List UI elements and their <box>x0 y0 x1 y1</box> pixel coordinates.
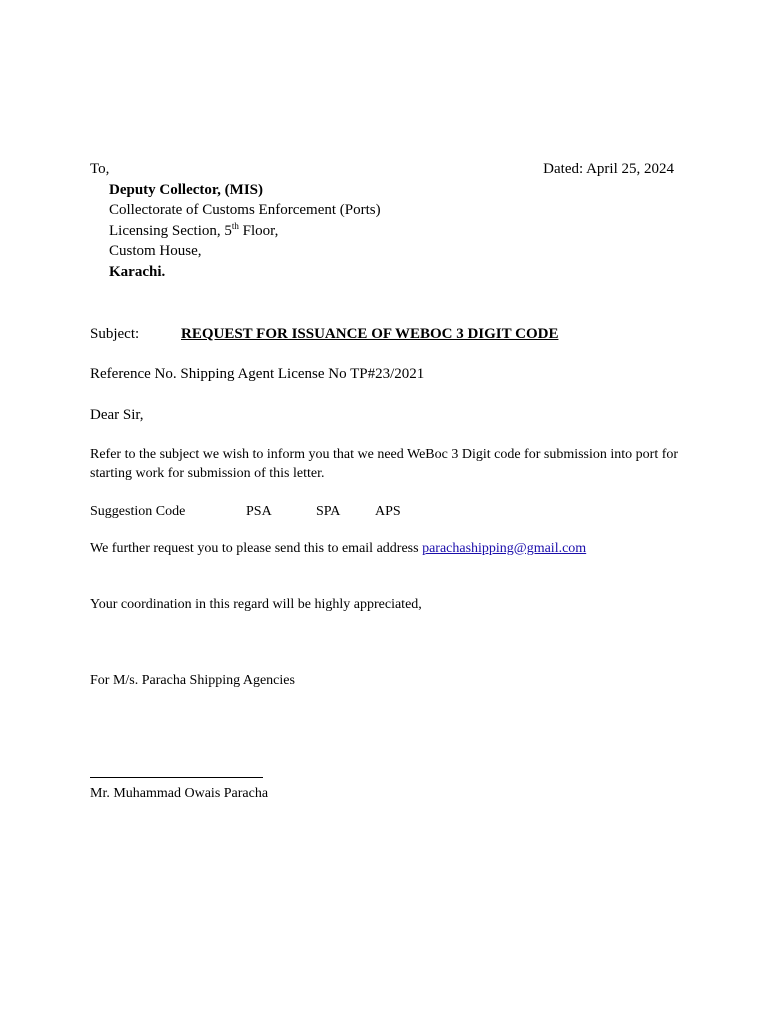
letter-date: Dated: April 25, 2024 <box>543 161 674 177</box>
recipient-line2-post: Floor, <box>238 223 279 239</box>
for-company: For M/s. Paracha Shipping Agencies <box>90 673 295 688</box>
email-request-text: We further request you to please send this to email address <box>90 541 423 556</box>
body-paragraph: Refer to the subject we wish to inform you that we need WeBoc 3 Digit code for submission into port for starting work for submission of this letter. <box>90 447 679 481</box>
signature-line <box>90 777 263 778</box>
recipient-line2-pre: Licensing Section, 5 <box>109 223 232 239</box>
recipient-title: Deputy Collector, (MIS) <box>109 182 264 198</box>
recipient-city: Karachi. <box>109 264 166 280</box>
closing-line: Your coordination in this regard will be highly appreciated, <box>90 597 422 612</box>
email-link[interactable]: parachashipping@gmail.com <box>422 541 587 556</box>
suggestion-code-spa: SPA <box>316 504 341 519</box>
recipient-line2-sup: th <box>231 221 239 231</box>
suggestion-code-psa: PSA <box>246 504 272 519</box>
email-request-line <box>90 539 586 558</box>
recipient-line1: Collectorate of Customs Enforcement (Ports) <box>109 202 381 218</box>
suggestion-label: Suggestion Code <box>90 504 186 519</box>
recipient-line2 <box>109 221 278 241</box>
signatory-name: Mr. Muhammad Owais Paracha <box>90 786 269 801</box>
subject-label: Subject: <box>90 326 140 342</box>
recipient-line3: Custom House, <box>109 243 202 259</box>
greeting: Dear Sir, <box>90 407 144 423</box>
reference-line: Reference No. Shipping Agent License No TP#23/2021 <box>90 366 425 382</box>
suggestion-code-aps: APS <box>375 504 401 519</box>
to-label: To, <box>90 161 110 177</box>
subject-text: REQUEST FOR ISSUANCE OF WEBOC 3 DIGIT CODE <box>181 326 559 342</box>
